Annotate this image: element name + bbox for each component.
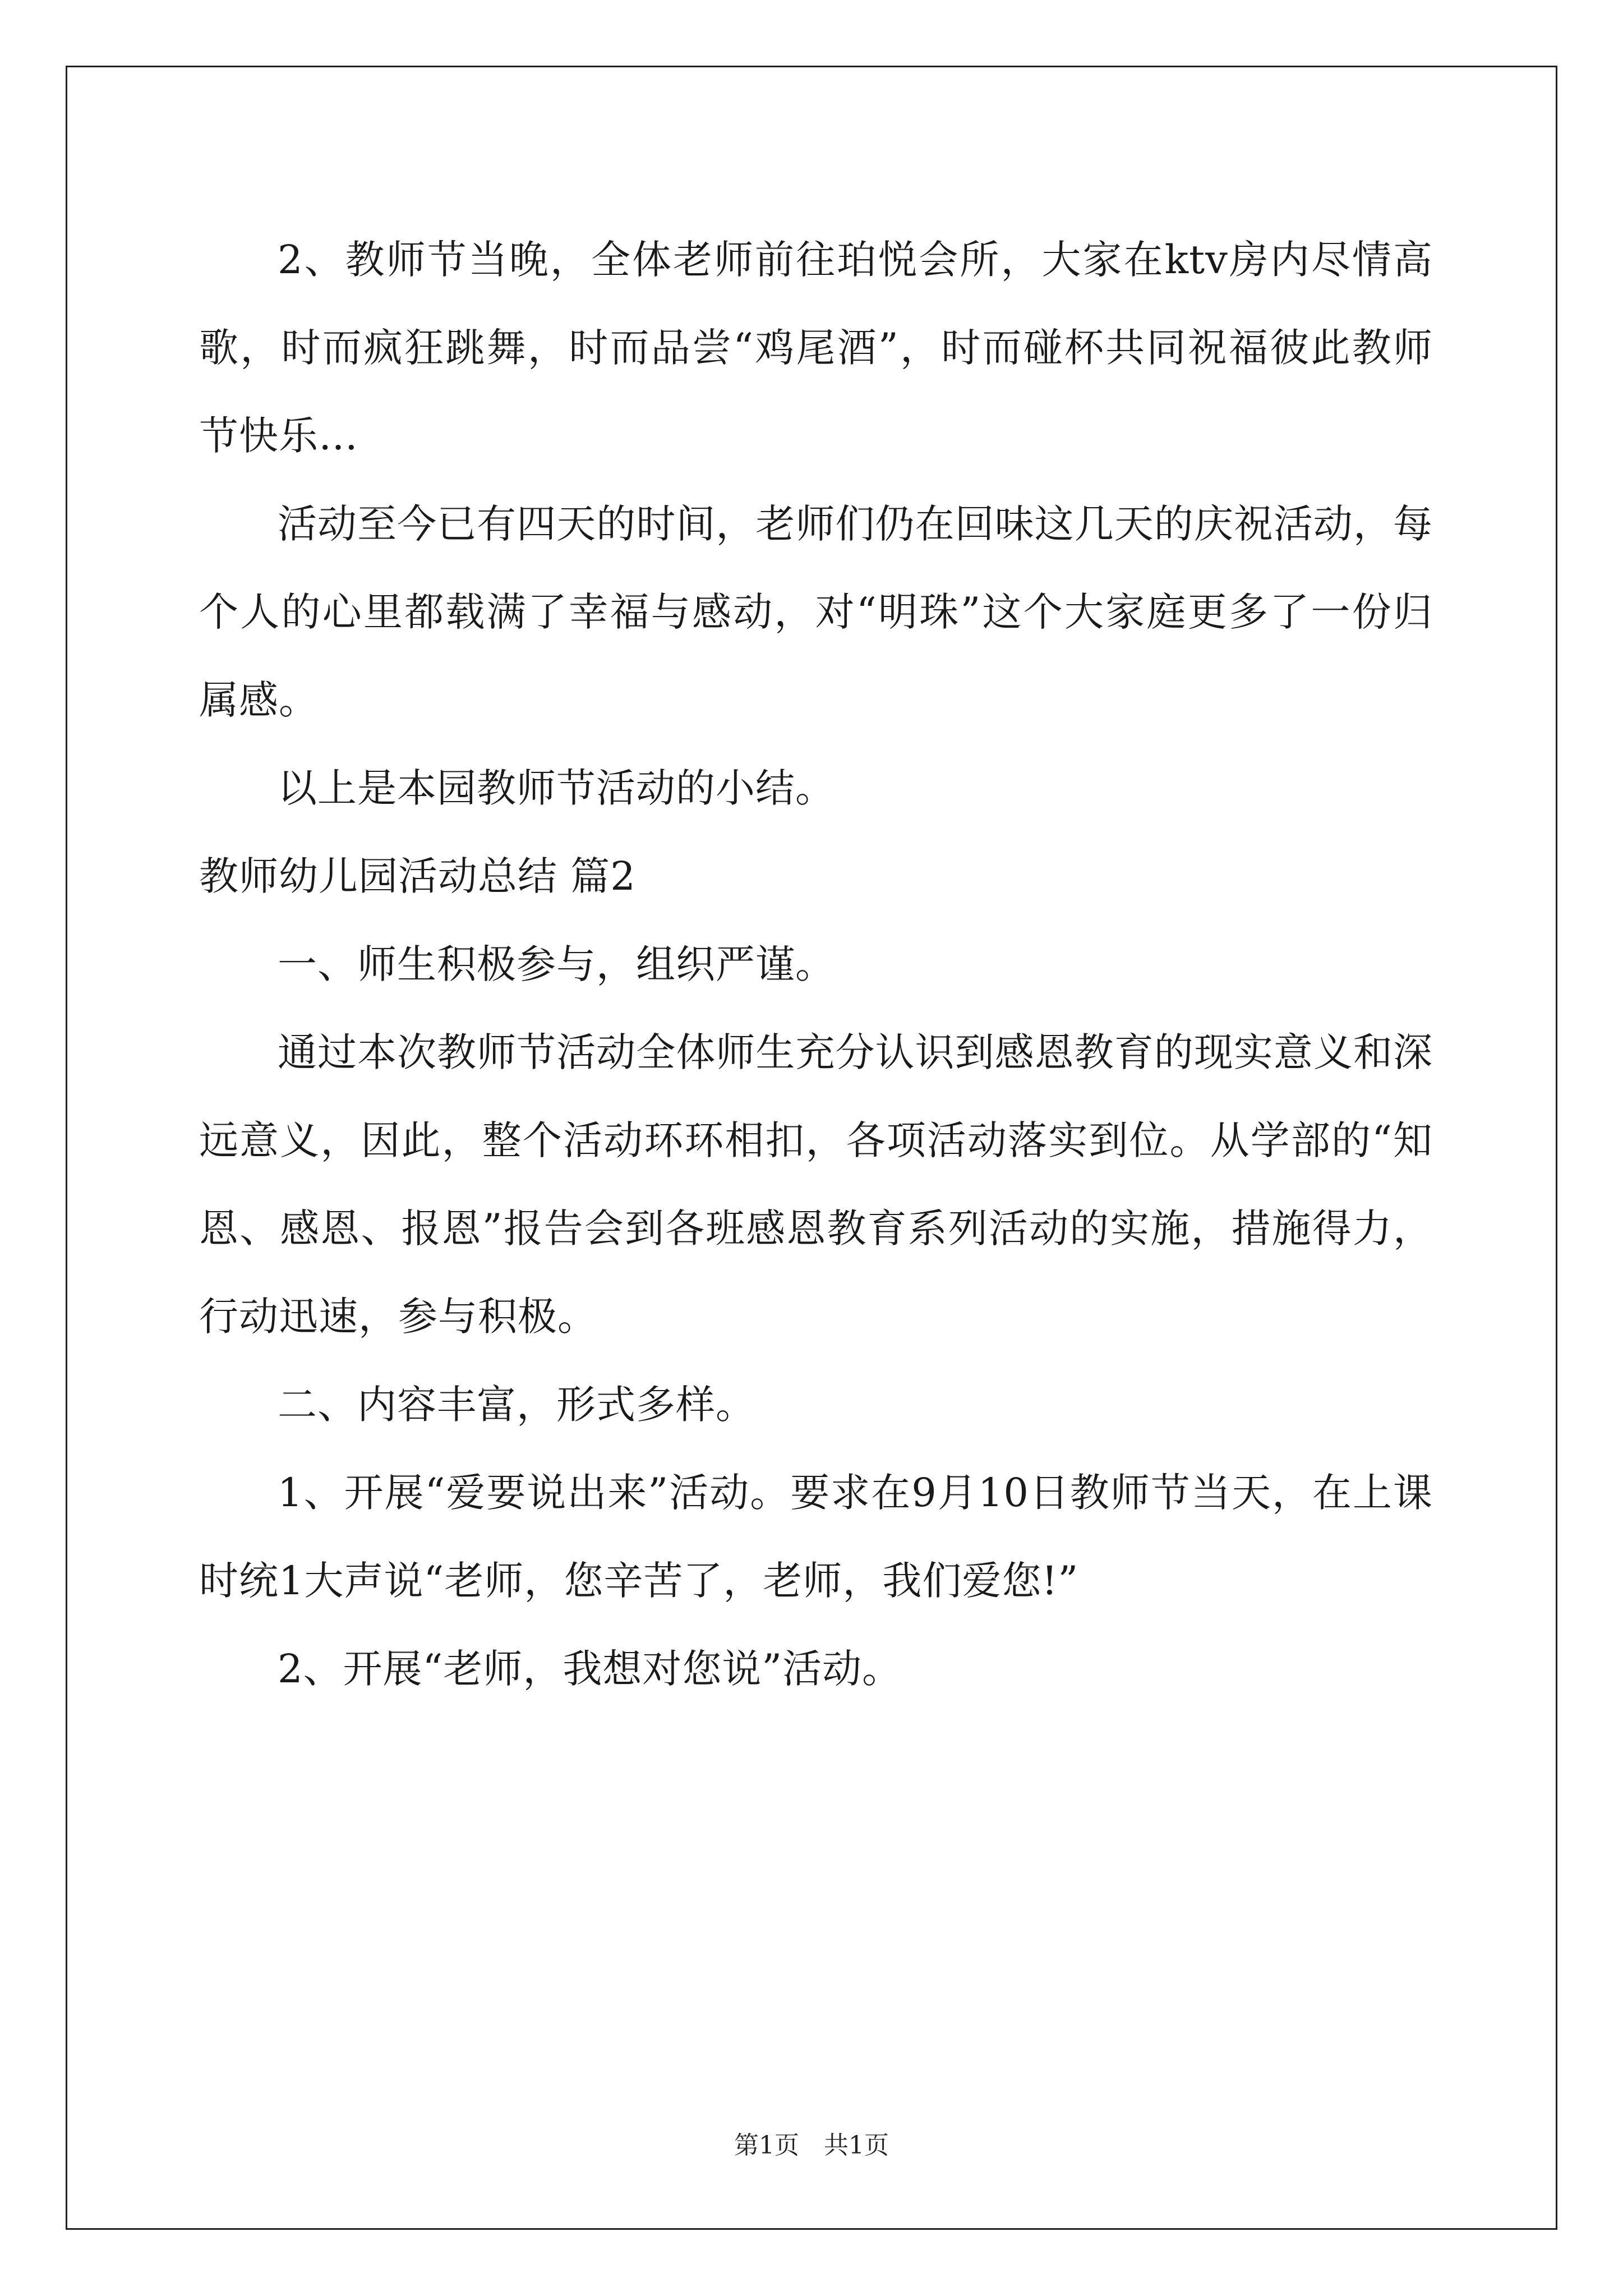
paragraph: 一、师生积极参与，组织严谨。	[278, 941, 835, 987]
paragraph: 2、开展“老师，我想对您说”活动。	[278, 1646, 902, 1692]
paragraph: 通过本次教师节活动全体师生充分认识到感恩教育的现实意义和深远意义，因此，整个活动环环相扣，各项活动落实到位。从学部的“知恩、感恩、报恩”报告会到各班感恩教育系列活动的实施，措施得力，行动迅速，参与积极。	[199, 1029, 1433, 1340]
section-heading: 教师幼儿园活动总结 篇2	[199, 853, 636, 899]
paragraph: 活动至今已有四天的时间，老师们仍在回味这几天的庆祝活动，每个人的心里都载满了幸福与感动，对“明珠”这个大家庭更多了一份归属感。	[199, 501, 1433, 723]
paragraph: 1、开展“爱要说出来”活动。要求在9月10日教师节当天，在上课时统1大声说“老师，您辛苦了，老师，我们爱您!”	[199, 1470, 1433, 1604]
paragraph: 以上是本园教师节活动的小结。	[278, 765, 835, 811]
paragraph: 二、内容丰富，形式多样。	[278, 1382, 755, 1428]
page-footer: 第1页 共1页	[734, 2131, 889, 2160]
document-body	[199, 216, 1433, 1713]
paragraph: 2、教师节当晚，全体老师前往珀悦会所，大家在ktv房内尽情高歌，时而疯狂跳舞，时而品尝“鸡尾酒”，时而碰杯共同祝福彼此教师节快乐…	[199, 237, 1433, 459]
